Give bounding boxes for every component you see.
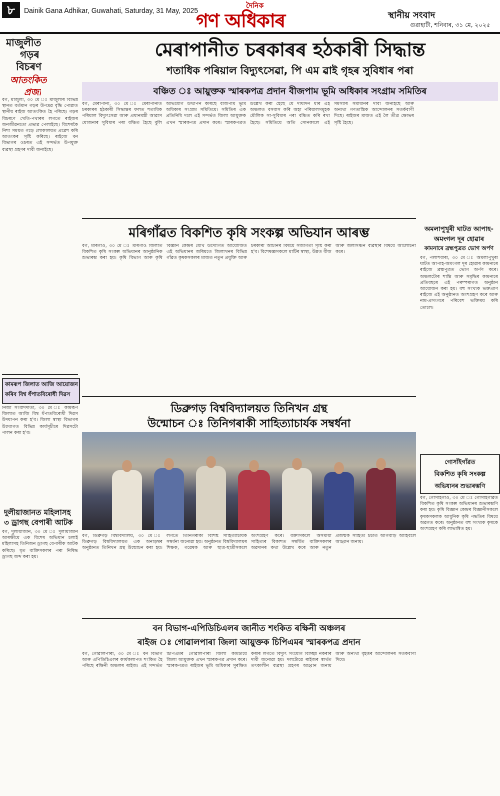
right-headline2-line2: বিকশিত কৃষি সংকল্প [434, 470, 486, 478]
dateline-left: Dainik Gana Adhikar, Guwahati, Saturday, 31 May, 2025 [24, 8, 199, 15]
dibrugarh-story [82, 400, 416, 616]
left-column [2, 36, 78, 794]
right-headline2-box [420, 454, 500, 494]
newspaper-logo [196, 0, 346, 30]
section-label: স্থানীয় সংবাদ [388, 11, 436, 21]
right-headline2-line3: অভিযানৰ শুভাৰম্ভণি [434, 483, 486, 490]
right-headline1-main: কামনাৰে ব্ৰহ্মপুত্ৰত ভোগ অৰ্পণ [424, 246, 494, 252]
middle-body: বগ, মৰিগাঁও, ৩০ মে ঃ মৰিগাঁও জিলাত বিকশিত কৃষি সংকল্প অভিযানৰ আনুষ্ঠানিক শুভাৰম্ভ কৰা হয়। কৃষি বিভাগ আৰু কৃষি বিজ্ঞান কেন্দ্ৰৰ যৌথ উদ্যোগত আয়োজিত এই অভিযানৰ জৰিয়তে জিলাখনৰ বিভিন্ন গাঁৱত কৃষকসকলৰ মাজত নতুন প্ৰযুক্তি আৰু চৰকাৰী আঁচনিৰ বিষয়ে সজাগতা সৃষ্টি কৰা হ'ব। বিশেষজ্ঞসকলে মাটিৰ স্বাস্থ্য, উন্নত বীজ আৰু জলসিঞ্চন ব্যৱস্থাৰ বিষয়ে আলোচনা কৰে। [82, 244, 416, 262]
left-story2: নিজা সংবাদদাতা, ৩০ মে ঃ কামৰূপ জিলাত আজি বিশ্ব ধঁপাতবিৰোধী দিৱস উদযাপন কৰা হ'ব। জিলা স্বাস্থ্য বিভাগৰ উদ্যোগত বিভিন্ন কাৰ্যসূচীৰে দিৱসটো পালন কৰা হ'ব। [2, 406, 78, 436]
left-story1: বগ, মাজুলী, ৩০ মে ঃ মাজুলীৰ বিভিন্ন স্থানত বৰ্তমান গড়ৰ উপদ্ৰৱ বৃদ্ধি পোৱাত স্থানীয় ৰাইজ আতংকিত হৈ পৰিছে। গড়ৰ বিচৰণে খেতি-পথাৰৰ লগতে ৰাইজৰ জনজীৱনতো প্ৰভাৱ পেলাইছে। বিশেষকৈ নিশা সময়ত গড়ে লোকালয়ত প্ৰৱেশ কৰি আতংকৰ সৃষ্টি কৰিছে। ৰাইজে বন বিভাগৰ ওচৰত এই সন্দৰ্ভত উপযুক্ত ব্যৱস্থা গ্ৰহণৰ দাবী জনাইছে। [2, 98, 78, 153]
right-column [420, 222, 498, 794]
middle-story [82, 222, 416, 394]
left-headline2-line2: কৰিব বিশ্ব ধঁপাতবিৰোধী দিৱস [5, 392, 71, 398]
dibrugarh-body: বগ, ডিব্ৰুগড় বিশ্ববিদ্যালয়, ৩০ মে ঃ ডিব্ৰুগড় বিশ্ববিদ্যালয়ত এক অনাড়ম্বৰ অনুষ্ঠানত তিনিখন গ্ৰন্থ উন্মোচন কৰা হয়। লগতে তিনিগৰাকী বিশিষ্ট সাহিত্যাচাৰ্যক সম্বৰ্ধনা জনোৱা হয়। অনুষ্ঠানত বিশ্ববিদ্যালয়ৰ শিক্ষক, গৱেষক আৰু ছাত্ৰ-ছাত্ৰীসকলে অংশগ্ৰহণ কৰে। বক্তাসকলে অসমীয়া সাহিত্যৰ বিকাশত সম্বৰ্ধিত ব্যক্তিসকলৰ অৱদানৰ কথা উল্লেখ কৰে আৰু নতুন প্ৰজন্মক সাহিত্য চৰ্চাত আগবাঢ়ি আহিবলৈ আহ্বান জনায়। [82, 534, 416, 552]
left-headline2-box [2, 378, 80, 404]
left-headline3-line2: ৩ ড্ৰাগছ বেপাৰী আটক [4, 518, 73, 527]
left-headline1-line2: গড়ৰ [20, 50, 40, 61]
left-headline1-sub1: আতংকিত [10, 76, 47, 86]
right-story2: বগ, গোসাঁইগাঁও, ৩০ মে ঃ গোসাঁইগাঁৱত বিকশিত কৃষি সংকল্প অভিযানৰ শুভাৰম্ভণি কৰা হয়। কৃষি বিজ্ঞান কেন্দ্ৰৰ বিজ্ঞানীসকলে কৃষকসকলক আধুনিক কৃষি পদ্ধতিৰ বিষয়ে অৱগত কৰে। অনুষ্ঠানত বহু সংখ্যক কৃষকে অংশগ্ৰহণ কৰি লাভান্বিত হয়। [420, 496, 498, 533]
left-headline1-line1: মাজুলীত [6, 38, 42, 49]
bottom-headline1: বন বিভাগ-এপিডিচিএলৰ জানীত শংকিত ৰক্ষিনী অঞ্চলৰ [152, 624, 346, 634]
left-headline2-line1: কামৰূপ জিলাত আজি আয়োজন [5, 382, 78, 388]
right-story1: বগ, পলাশবাৰী, ৩০ মে ঃ অমলাপুখুৰী ঘাটত আপাহ-অমংগল দূৰ হোৱাৰ কামনাৰে ৰাইজে ব্ৰহ্মপুত্ৰত ভোগ অৰ্পণ কৰে। অঞ্চলটোৰ শান্তি আৰু সমৃদ্ধিৰ কামনাৰে প্ৰতিবছৰে এই পৰম্পৰাগত অনুষ্ঠান আয়োজন কৰা হয়। বহু সংখ্যক ভক্তপ্ৰাণ ৰাইজে এই অনুষ্ঠানত অংশগ্ৰহণ কৰে আৰু নাম-প্ৰসংগৰে পৰিবেশ ভক্তিময় কৰি তোলে। [420, 256, 498, 311]
divider [2, 374, 78, 375]
right-headline2-line1: গোসাঁইগাঁৱত [444, 459, 476, 466]
lead-body: বগ, মেৰাপানী, ৩০ মে ঃ মেৰাপানীত চৰকাৰৰ হঠকাৰী সিদ্ধান্তৰ ফলত শতাধিক পৰিয়াল বিদ্যুৎসেৱা আৰু প্ৰধানমন্ত্ৰী আৱাস যোজনাৰ সুবিধাৰ পৰা বঞ্চিত হৈছে বুলি অভিযোগ উত্থাপন কৰিছে বীজপাম ভূমি অধিকাৰ সংগ্ৰাম সমিতিয়ে। সমিতিৰ এক প্ৰতিনিধি দলে এই সন্দৰ্ভত জিলা আয়ুক্তক এখন স্মাৰকপত্ৰ প্ৰদান কৰে। স্মাৰকপত্ৰত উল্লেখ কৰা হৈছে যে দীৰ্ঘদিন ধৰি এই অঞ্চলত বসবাস কৰি অহা পৰিয়ালসমূহক মৌলিক সা-সুবিধাৰ পৰা বঞ্চিত কৰি ৰখা হৈছে। সমিতিয়ে অতি সোনকালে এই সমস্যাৰ সমাধানৰ দাবী জনাইছে আৰু অন্যথা গণতান্ত্ৰিক আন্দোলনৰ সতৰ্কবাণী দিছে। ৰাইজৰ মাজত এই লৈ তীব্ৰ ক্ষোভৰ সৃষ্টি হৈছে। [82, 102, 414, 126]
right-headline1-line2: অমংগল দূৰ হোৱাৰ [433, 235, 485, 243]
lead-subhead: শতাধিক পৰিয়াল বিদ্যুৎসেৱা, পি এম ৱাই গৃহৰ সুবিধাৰ পৰা [166, 65, 414, 77]
bottom-headline2: ৰাইজ ঃ গোৱালপাৰা জিলা আয়ুক্তক চিপিএমৰ স্মাৰকপত্ৰ প্ৰদান [137, 638, 361, 648]
dibrugarh-headline1: ডিব্ৰুগড় বিশ্ববিদ্যালয়ত তিনিখন গ্ৰন্থ [170, 402, 328, 415]
logo-top-text: দৈনিক [246, 2, 264, 10]
masthead [0, 0, 500, 34]
logo-main-text: গণ অধিকাৰ [196, 10, 286, 32]
divider [82, 618, 416, 619]
divider [82, 218, 416, 219]
event-photo [82, 432, 416, 530]
lead-subhead2: বঞ্চিত ঃ আয়ুক্তক স্মাৰকপত্ৰ প্ৰদান বীজপাম ভূমি অধিকাৰ সংগ্ৰাম সমিতিৰ [82, 82, 498, 101]
middle-headline: মৰিগাঁৱত বিকশিত কৃষি সংকল্প অভিযান আৰম্ভ [128, 226, 370, 241]
divider [82, 396, 416, 397]
dateline-right: গুৱাহাটী, শনিবাৰ, ৩১ মে, ২০২৫ [410, 22, 491, 29]
left-headline1-sub2: প্ৰজা [24, 88, 42, 98]
lead-headline: মেৰাপানীত চৰকাৰৰ হঠকাৰী সিদ্ধান্ত [154, 39, 426, 61]
right-headline1-line1: অমলাপুখুৰী ঘাটত আপাহ- [424, 225, 494, 233]
left-headline3-line1: দুলীয়াজানত মহিলাসহ [4, 508, 71, 517]
bottom-body: বগ, গোৱালপাৰা, ৩০ মে ঃ বন বিভাগ আৰু এপিডিচিএলৰ কাৰ্যকলাপত শংকিত হৈ পৰিছে ৰক্ষিনী অঞ্চলৰ ৰাইজ। এই সন্দৰ্ভত চিপিএমৰ গোৱালপাৰা জিলা কমিটীয়ে জিলা আয়ুক্তক এখন স্মাৰকপত্ৰ প্ৰদান কৰে। স্মাৰকপত্ৰত ৰাইজৰ ভূমি অধিকাৰ সুৰক্ষিত কৰাৰ লগতে বিদ্যুৎ সংযোগ বিচ্ছিন্ন নকৰাৰ দাবী জনোৱা হয়। দলটোৱে ৰাইজৰ স্বাৰ্থত তৎকালীন ব্যৱস্থা গ্ৰহণৰ আহ্বান জনায় আৰু অন্যথা বৃহত্তৰ আন্দোলনৰ সতৰ্কবাণী দিয়ে। [82, 652, 416, 670]
lead-story [82, 36, 498, 216]
page-number: ৮ [2, 2, 20, 18]
bottom-story [82, 622, 416, 794]
left-story3: বগ, দুলীয়াজান, ৩০ মে ঃ দুলীয়াজান আৰক্ষীয়ে এক বিশেষ অভিযান চলাই মহিলাসহ তিনিজন ড্ৰাগছ বেপাৰীক আটক কৰিছে। ধৃত ব্যক্তিসকলৰ পৰা নিষিদ্ধ ড্ৰাগছ জব্দ কৰা হয়। [2, 530, 78, 560]
left-headline1-line3: বিচৰণ [16, 62, 42, 73]
dibrugarh-headline2: উন্মোচন ঃ তিনিগৰাকী সাহিত্যাচাৰ্যক সম্বৰ্ধনা [147, 417, 351, 430]
